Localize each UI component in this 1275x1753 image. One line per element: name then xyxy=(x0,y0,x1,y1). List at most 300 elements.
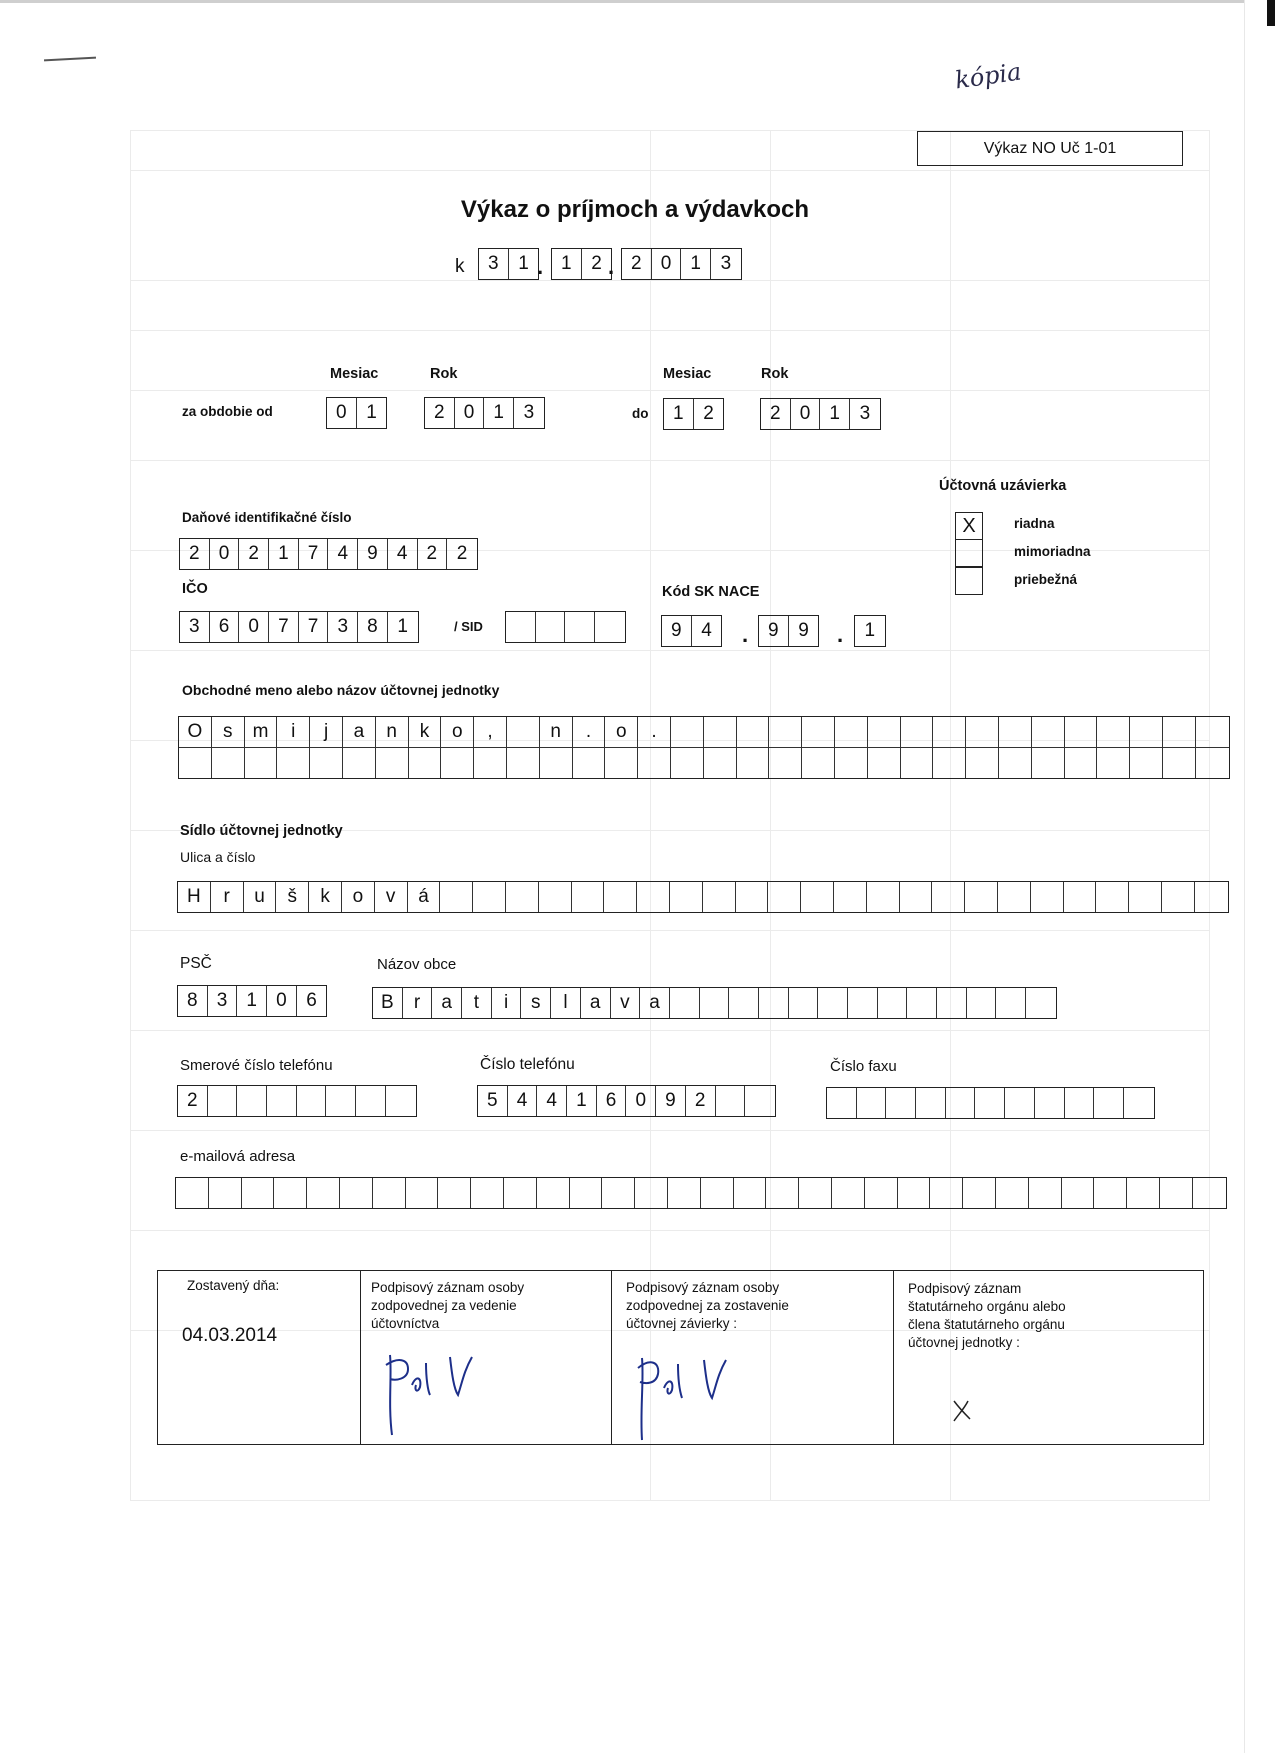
nace-part3-field[interactable] xyxy=(854,615,886,647)
char-cell xyxy=(966,748,999,778)
char-cell xyxy=(474,748,507,778)
char-cell xyxy=(868,748,901,778)
char-cell xyxy=(602,1178,635,1208)
char-cell xyxy=(1163,748,1196,778)
char-cell xyxy=(975,1088,1005,1118)
name-field[interactable] xyxy=(178,716,1230,779)
char-cell xyxy=(766,1178,799,1208)
char-cell: 9 xyxy=(656,1086,686,1116)
char-cell xyxy=(1065,1088,1095,1118)
char-cell xyxy=(671,748,704,778)
closure-regular-checkbox[interactable]: X xyxy=(955,512,983,540)
char-cell: 9 xyxy=(759,616,789,646)
char-cell: 1 xyxy=(664,399,694,429)
char-cell: 2 xyxy=(239,539,269,569)
char-cell xyxy=(208,1086,238,1116)
char-cell xyxy=(1196,717,1229,747)
char-cell xyxy=(1124,1088,1154,1118)
char-cell xyxy=(209,1178,242,1208)
char-cell: 3 xyxy=(479,249,509,279)
char-cell xyxy=(789,988,819,1018)
char-cell xyxy=(886,1088,916,1118)
char-cell xyxy=(176,1178,209,1208)
city-field[interactable] xyxy=(372,987,1057,1019)
char-cell xyxy=(937,988,967,1018)
char-cell xyxy=(835,748,868,778)
ico-label: IČO xyxy=(182,581,208,597)
to-year-label: Rok xyxy=(761,366,789,382)
char-cell xyxy=(729,988,759,1018)
char-cell xyxy=(326,1086,356,1116)
char-cell xyxy=(507,748,540,778)
char-cell xyxy=(1064,882,1097,912)
char-cell xyxy=(759,988,789,1018)
char-cell xyxy=(471,1178,504,1208)
char-cell: 9 xyxy=(798,620,809,641)
char-cell xyxy=(1130,717,1163,747)
char-cell: n xyxy=(376,717,409,747)
char-cell xyxy=(1129,882,1162,912)
char-cell xyxy=(237,1086,267,1116)
char-cell: 1 xyxy=(567,1086,597,1116)
closure-regular-label: riadna xyxy=(1014,516,1055,531)
char-cell: 0 xyxy=(652,249,682,279)
char-cell: 0 xyxy=(626,1086,656,1116)
char-cell: 0 xyxy=(455,398,485,428)
city-label: Názov obce xyxy=(377,956,457,973)
char-cell: H xyxy=(178,882,211,912)
char-cell: s xyxy=(521,988,551,1018)
char-cell: a xyxy=(581,988,611,1018)
char-cell xyxy=(343,748,376,778)
char-cell xyxy=(700,988,730,1018)
char-cell: 2 xyxy=(425,398,455,428)
char-cell xyxy=(967,988,997,1018)
char-cell: 1 xyxy=(552,249,582,279)
char-cell: , xyxy=(474,717,507,747)
period-from-label: za obdobie od xyxy=(182,404,273,419)
scan-dash-mark xyxy=(44,57,96,62)
phone-area-field[interactable] xyxy=(177,1085,417,1117)
char-cell xyxy=(267,1086,297,1116)
char-cell xyxy=(595,612,625,642)
char-cell xyxy=(310,748,343,778)
char-cell xyxy=(1031,882,1064,912)
char-cell: 6 xyxy=(597,1086,627,1116)
signature-mark-statutory xyxy=(948,1395,978,1425)
char-cell xyxy=(907,988,937,1018)
char-cell xyxy=(703,882,736,912)
char-cell xyxy=(848,988,878,1018)
street-label: Ulica a číslo xyxy=(180,849,256,865)
char-cell xyxy=(769,748,802,778)
char-cell xyxy=(670,988,700,1018)
to-month-label: Mesiac xyxy=(663,366,712,382)
char-cell xyxy=(933,717,966,747)
closure-extraordinary-checkbox[interactable] xyxy=(955,539,983,567)
closure-interim-label: priebežná xyxy=(1014,572,1078,587)
char-cell: 3 xyxy=(180,612,210,642)
char-cell xyxy=(818,988,848,1018)
date-dot: . xyxy=(537,254,544,279)
char-cell xyxy=(670,882,703,912)
phone-number-label: Číslo telefónu xyxy=(480,1056,575,1073)
char-cell: r xyxy=(403,988,433,1018)
char-cell xyxy=(999,748,1032,778)
char-cell xyxy=(868,717,901,747)
char-cell xyxy=(441,748,474,778)
char-cell xyxy=(406,1178,439,1208)
char-cell: 1 xyxy=(237,986,267,1016)
char-cell: k xyxy=(409,717,442,747)
char-cell xyxy=(1032,748,1065,778)
char-cell xyxy=(1097,717,1130,747)
nace-dot: . xyxy=(837,622,844,647)
char-cell: 0 xyxy=(327,398,357,428)
char-cell xyxy=(1196,748,1229,778)
char-cell: 4 xyxy=(508,1086,538,1116)
psc-field[interactable] xyxy=(177,985,327,1017)
char-cell: . xyxy=(573,717,606,747)
char-cell xyxy=(212,748,245,778)
char-cell xyxy=(898,1178,931,1208)
char-cell xyxy=(1195,882,1228,912)
char-cell: 6 xyxy=(306,990,317,1011)
char-cell: 2 xyxy=(180,539,210,569)
char-cell xyxy=(297,1086,327,1116)
char-cell xyxy=(1065,717,1098,747)
char-cell xyxy=(307,1178,340,1208)
char-cell xyxy=(998,882,1031,912)
char-cell: 9 xyxy=(662,616,692,646)
dic-field[interactable] xyxy=(179,538,478,570)
char-cell xyxy=(1029,1178,1062,1208)
from-month-label: Mesiac xyxy=(330,366,379,382)
char-cell: 6 xyxy=(210,612,240,642)
char-cell: 2 xyxy=(622,249,652,279)
nace-part2-field[interactable] xyxy=(758,615,819,647)
char-cell: 3 xyxy=(523,402,535,423)
char-cell xyxy=(245,748,278,778)
char-cell xyxy=(386,1086,416,1116)
char-cell: o xyxy=(605,717,638,747)
char-cell xyxy=(701,1178,734,1208)
char-cell: 0 xyxy=(791,399,821,429)
char-cell: i xyxy=(277,717,310,747)
sid-field[interactable] xyxy=(505,611,626,643)
char-cell xyxy=(832,1178,865,1208)
char-cell: . xyxy=(638,717,671,747)
char-cell: 7 xyxy=(299,539,329,569)
char-cell xyxy=(999,717,1032,747)
email-field[interactable] xyxy=(175,1177,1227,1209)
fax-label: Číslo faxu xyxy=(830,1058,897,1075)
char-cell xyxy=(963,1178,996,1208)
char-cell xyxy=(1097,748,1130,778)
char-cell xyxy=(638,748,671,778)
char-cell xyxy=(834,882,867,912)
char-cell: v xyxy=(611,988,641,1018)
period-from-month-field[interactable] xyxy=(326,397,387,429)
char-cell xyxy=(930,1178,963,1208)
date-dot: . xyxy=(608,254,615,279)
period-to-month-field[interactable] xyxy=(663,398,724,430)
from-year-label: Rok xyxy=(430,366,458,382)
period-from-year-field[interactable] xyxy=(424,397,545,429)
phone-number-field[interactable] xyxy=(477,1085,776,1117)
page-title: Výkaz o príjmoch a výdavkoch xyxy=(460,196,810,223)
char-cell xyxy=(373,1178,406,1208)
char-cell xyxy=(506,612,536,642)
char-cell xyxy=(1065,748,1098,778)
char-cell xyxy=(1127,1178,1160,1208)
name-label: Obchodné meno alebo názov účtovnej jednotky xyxy=(182,682,500,698)
char-cell xyxy=(504,1178,537,1208)
char-cell xyxy=(572,882,605,912)
compiled-date: 04.03.2014 xyxy=(182,1325,278,1346)
char-cell: 8 xyxy=(358,612,388,642)
closure-interim-checkbox[interactable] xyxy=(955,567,983,595)
char-cell: 2 xyxy=(178,1086,208,1116)
char-cell xyxy=(1062,1178,1095,1208)
char-cell xyxy=(737,717,770,747)
char-cell: 3 xyxy=(859,403,871,424)
char-cell xyxy=(835,717,868,747)
char-cell xyxy=(802,717,835,747)
char-cell: 1 xyxy=(366,402,377,423)
char-cell xyxy=(933,748,966,778)
name-row-1 xyxy=(179,717,1229,747)
char-cell: 1 xyxy=(484,398,514,428)
char-cell: 4 xyxy=(328,539,358,569)
char-cell xyxy=(745,1086,775,1116)
char-cell xyxy=(768,882,801,912)
period-to-year-field[interactable] xyxy=(760,398,881,430)
char-cell xyxy=(769,717,802,747)
char-cell xyxy=(802,748,835,778)
street-field[interactable] xyxy=(177,881,1229,913)
char-cell: 2 xyxy=(703,403,714,424)
char-cell xyxy=(878,988,908,1018)
signature-mark-closure xyxy=(628,1340,738,1450)
char-cell: 2 xyxy=(418,539,448,569)
char-cell xyxy=(704,717,737,747)
char-cell xyxy=(604,882,637,912)
closure-extraordinary-label: mimoriadna xyxy=(1014,544,1091,559)
handwritten-annotation: kópia xyxy=(953,57,1023,95)
scan-edge-top xyxy=(0,0,1275,3)
char-cell xyxy=(570,1178,603,1208)
char-cell: 2 xyxy=(456,543,468,564)
char-cell xyxy=(996,988,1026,1018)
char-cell: m xyxy=(245,717,278,747)
char-cell: r xyxy=(211,882,244,912)
char-cell: 2 xyxy=(761,399,791,429)
char-cell xyxy=(857,1088,887,1118)
compiled-label: Zostavený dňa: xyxy=(187,1278,280,1293)
char-cell xyxy=(704,748,737,778)
email-row xyxy=(176,1178,1226,1208)
char-cell: 3 xyxy=(328,612,358,642)
char-cell: k xyxy=(309,882,342,912)
char-cell: 4 xyxy=(701,620,712,641)
char-cell xyxy=(901,748,934,778)
char-cell xyxy=(1005,1088,1035,1118)
char-cell xyxy=(537,1178,570,1208)
char-cell xyxy=(438,1178,471,1208)
scan-edge-right xyxy=(1244,0,1275,1753)
statutory-signature-label: Podpisový záznam štatutárneho orgánu alebo člena štatutárneho orgánu účtovnej jednotky : xyxy=(908,1281,1066,1350)
char-cell xyxy=(965,882,998,912)
char-cell xyxy=(409,748,442,778)
char-cell: 1 xyxy=(864,620,876,641)
char-cell: 1 xyxy=(518,253,529,274)
char-cell xyxy=(996,1178,1029,1208)
char-cell: 8 xyxy=(178,986,208,1016)
char-cell: 1 xyxy=(269,539,299,569)
char-cell: O xyxy=(179,717,212,747)
char-cell xyxy=(565,612,595,642)
form-code-box: Výkaz NO Uč 1-01 xyxy=(917,131,1183,166)
closure-signature-label: Podpisový záznam osoby zodpovednej za zostavenie účtovnej závierky : xyxy=(626,1280,789,1331)
sid-label: / SID xyxy=(454,619,483,634)
char-cell: u xyxy=(244,882,277,912)
char-cell xyxy=(1193,1178,1226,1208)
char-cell: v xyxy=(375,882,408,912)
char-cell: n xyxy=(540,717,573,747)
char-cell xyxy=(900,882,933,912)
char-cell xyxy=(536,612,566,642)
char-cell: a xyxy=(640,988,670,1018)
fax-field[interactable] xyxy=(826,1087,1155,1119)
char-cell xyxy=(801,882,834,912)
dic-label: Daňové identifikačné číslo xyxy=(182,510,352,525)
nace-part1-field[interactable] xyxy=(661,615,722,647)
char-cell: s xyxy=(212,717,245,747)
char-cell xyxy=(635,1178,668,1208)
char-cell: 2 xyxy=(686,1086,716,1116)
closure-title: Účtovná uzávierka xyxy=(939,478,1067,494)
nace-dot: . xyxy=(742,622,749,647)
char-cell xyxy=(573,748,606,778)
char-cell: o xyxy=(342,882,375,912)
char-cell xyxy=(507,717,540,747)
scan-edge-mark xyxy=(1267,0,1275,26)
char-cell xyxy=(605,748,638,778)
char-cell: 1 xyxy=(397,616,408,637)
char-cell: 9 xyxy=(358,539,388,569)
char-cell: 0 xyxy=(210,539,240,569)
char-cell xyxy=(668,1178,701,1208)
char-cell: 0 xyxy=(267,986,297,1016)
phone-area-label: Smerové číslo telefónu xyxy=(180,1057,333,1074)
char-cell xyxy=(1035,1088,1065,1118)
char-cell xyxy=(901,717,934,747)
char-cell xyxy=(1160,1178,1193,1208)
char-cell xyxy=(734,1178,767,1208)
char-cell xyxy=(440,882,473,912)
char-cell xyxy=(716,1086,746,1116)
char-cell xyxy=(506,882,539,912)
char-cell: B xyxy=(373,988,403,1018)
report-day-field[interactable] xyxy=(478,248,539,280)
char-cell xyxy=(1094,1178,1127,1208)
char-cell xyxy=(1130,748,1163,778)
accounting-signature-label: Podpisový záznam osoby zodpovednej za vedenie účtovníctva xyxy=(371,1280,525,1331)
char-cell: 1 xyxy=(681,249,711,279)
char-cell xyxy=(540,748,573,778)
char-cell xyxy=(932,882,965,912)
char-cell xyxy=(1162,882,1195,912)
char-cell xyxy=(274,1178,307,1208)
char-cell xyxy=(867,882,900,912)
report-year-field[interactable] xyxy=(621,248,742,280)
char-cell: á xyxy=(408,882,441,912)
char-cell: t xyxy=(462,988,492,1018)
period-to-label: do xyxy=(632,406,649,421)
char-cell: 5 xyxy=(478,1086,508,1116)
signature-mark-accounting xyxy=(378,1335,488,1445)
char-cell: a xyxy=(343,717,376,747)
char-cell: 4 xyxy=(537,1086,567,1116)
char-cell xyxy=(340,1178,373,1208)
char-cell: 3 xyxy=(720,253,732,274)
char-cell xyxy=(671,717,704,747)
char-cell: 7 xyxy=(269,612,299,642)
char-cell xyxy=(736,882,769,912)
date-prefix: k xyxy=(455,256,465,277)
char-cell: a xyxy=(432,988,462,1018)
char-cell xyxy=(1032,717,1065,747)
char-cell: 7 xyxy=(299,612,329,642)
char-cell xyxy=(473,882,506,912)
char-cell xyxy=(827,1088,857,1118)
name-row-2 xyxy=(179,747,1229,778)
char-cell: l xyxy=(551,988,581,1018)
char-cell: o xyxy=(441,717,474,747)
char-cell xyxy=(277,748,310,778)
char-cell: i xyxy=(492,988,522,1018)
char-cell xyxy=(179,748,212,778)
char-cell xyxy=(737,748,770,778)
report-month-field[interactable] xyxy=(551,248,615,280)
signature-divider xyxy=(360,1270,361,1445)
char-cell: 1 xyxy=(820,399,850,429)
char-cell xyxy=(1094,1088,1124,1118)
char-cell xyxy=(865,1178,898,1208)
ico-field[interactable] xyxy=(179,611,419,643)
char-cell xyxy=(1163,717,1196,747)
char-cell xyxy=(966,717,999,747)
char-cell xyxy=(637,882,670,912)
char-cell: 0 xyxy=(239,612,269,642)
char-cell xyxy=(1026,988,1056,1018)
char-cell xyxy=(356,1086,386,1116)
char-cell xyxy=(946,1088,976,1118)
char-cell xyxy=(1096,882,1129,912)
char-cell: 2 xyxy=(591,253,602,274)
char-cell xyxy=(799,1178,832,1208)
email-label: e-mailová adresa xyxy=(180,1148,296,1165)
char-cell xyxy=(916,1088,946,1118)
street-row xyxy=(178,882,1228,912)
char-cell: j xyxy=(310,717,343,747)
char-cell xyxy=(242,1178,275,1208)
char-cell: 4 xyxy=(388,539,418,569)
char-cell: š xyxy=(276,882,309,912)
signature-divider xyxy=(611,1270,612,1445)
signature-divider xyxy=(893,1270,894,1445)
